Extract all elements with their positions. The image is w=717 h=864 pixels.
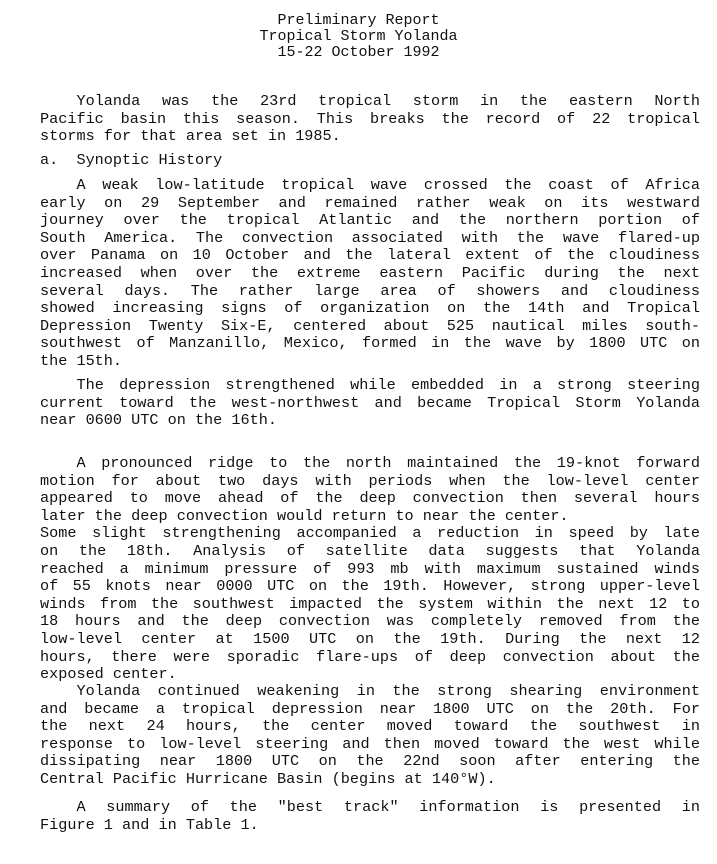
paragraph-depression-strengthened <box>40 377 700 430</box>
text-line: South America. The convection associated with the wave flared-up <box>40 228 700 247</box>
text-line: dissipating near 1800 UTC on the 22nd soon after entering the <box>40 752 700 771</box>
paragraph-tropical-wave <box>40 177 700 371</box>
text-line: exposed center. <box>40 665 177 684</box>
text-line: 18 hours and the deep convection was completely removed from the <box>40 612 700 631</box>
text-line: increased when over the extreme eastern Pacific during the next <box>40 263 700 282</box>
text-line: A pronounced ridge to the north maintained the 19-knot forward <box>76 454 700 472</box>
text-line: Central Pacific Hurricane Basin (begins at 140°W). <box>40 769 496 788</box>
text-line: early on 29 September and remained rather weak on its westward <box>40 193 700 212</box>
text-line: storms for that area set in 1985. <box>40 127 341 146</box>
storm-name: Tropical Storm Yolanda <box>259 28 458 45</box>
text-line: reached a minimum pressure of 993 mb with maximum sustained winds <box>40 559 700 578</box>
paragraph-best-track-summary <box>40 799 700 834</box>
section-heading-synoptic-history: a. Synoptic History <box>40 151 223 169</box>
text-line: Yolanda continued weakening in the strong shearing environment <box>76 682 700 700</box>
text-line: southwest of Manzanillo, Mexico, formed in the wave by 1800 UTC on <box>40 334 700 353</box>
text-line: winds from the southwest impacted the system within the next 12 to <box>40 594 700 613</box>
text-line: motion for about two days with periods when the low-level center <box>40 471 700 490</box>
report-title: Preliminary Report <box>277 12 440 29</box>
text-line: the next 24 hours, the center moved toward the southwest in <box>40 717 700 736</box>
report-header <box>0 13 717 61</box>
text-line: low-level center at 1500 UTC on the 19th. During the next 12 <box>40 629 700 648</box>
text-line: Some slight strengthening accompanied a reduction in speed by late <box>40 524 700 543</box>
text-line: appeared to move ahead of the deep convection then several hours <box>40 489 700 508</box>
text-line: hours, there were sporadic flare-ups of deep convection about the <box>40 647 700 666</box>
text-line: current toward the west-northwest and became Tropical Storm Yolanda <box>40 393 700 412</box>
paragraph-continued-weakening <box>40 683 700 789</box>
text-line: Pacific basin this season. This breaks the record of 22 tropical <box>40 109 700 128</box>
paragraph-pronounced-ridge <box>40 455 700 684</box>
text-line: journey over the tropical Atlantic and the northern portion of <box>40 211 700 230</box>
text-line: Depression Twenty Six-E, centered about 525 nautical miles south- <box>40 316 700 335</box>
text-line: A summary of the "best track" information is presented in <box>76 798 700 816</box>
text-line: over Panama on 10 October and the lateral extent of the cloudiness <box>40 246 700 265</box>
text-line: later the deep convection would return to near the center. <box>40 506 569 525</box>
text-line: Yolanda was the 23rd tropical storm in the eastern North <box>76 92 700 110</box>
text-line: on the 18th. Analysis of satellite data suggests that Yolanda <box>40 541 700 560</box>
text-line: response to low-level steering and then moved toward the west while <box>40 734 700 753</box>
text-line: near 0600 UTC on the 16th. <box>40 411 277 430</box>
text-line: and became a tropical depression near 1800 UTC on the 20th. For <box>40 699 700 718</box>
text-line: The depression strengthened while embedded in a strong steering <box>76 376 700 394</box>
text-line: of 55 knots near 0000 UTC on the 19th. However, strong upper-level <box>40 577 700 596</box>
storm-dates: 15-22 October 1992 <box>277 44 440 61</box>
text-line: Figure 1 and in Table 1. <box>40 815 259 834</box>
text-line: several days. The rather large area of showers and cloudiness <box>40 281 700 300</box>
text-line: the 15th. <box>40 351 123 370</box>
intro-paragraph <box>40 93 700 146</box>
text-line: showed increasing signs of organization on the 14th and Tropical <box>40 299 700 318</box>
text-line: A weak low-latitude tropical wave crossed the coast of Africa <box>76 176 700 194</box>
